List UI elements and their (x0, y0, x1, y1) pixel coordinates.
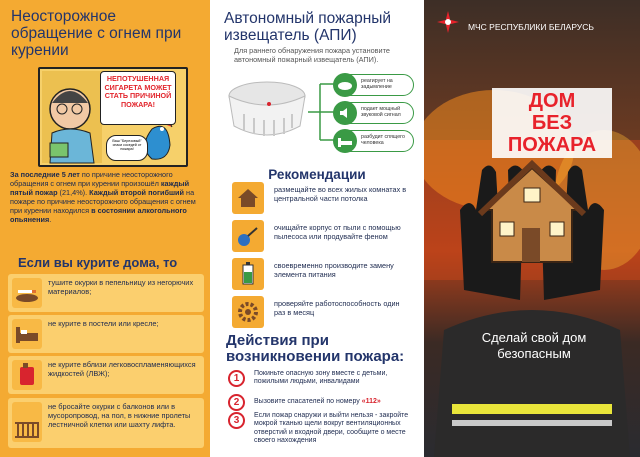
detector-feature-text: реагирует на задымление (361, 78, 393, 90)
step-number: 3 (228, 412, 245, 429)
step-number: 2 (228, 394, 245, 411)
detector-heading: Автономный пожарный извещатель (АПИ) (224, 10, 392, 44)
cover-slogan: Сделай свой дом безопасным (481, 330, 587, 361)
ashtray-icon (12, 278, 42, 308)
step-emphasis: «112» (361, 398, 381, 405)
step-text (254, 398, 420, 406)
stat-part: Каждый второй погибший (89, 188, 185, 197)
smoking-rule-text: не бросайте окурки с балконов или в мусоропровод, на пол, в нижние пролеты лестничной клетки или шахту лифта. (48, 402, 191, 429)
canister-icon (12, 360, 42, 390)
smoking-cartoon (38, 67, 188, 167)
smoking-panel (0, 0, 210, 457)
smoking-statistics (10, 170, 204, 224)
step-text-part: Если пожар снаружи и выйти нельзя - закройте мокрой тканью щели вокруг вентиляционных отверстий и входной двери, сообщите о месте своего нахождения (254, 412, 409, 445)
step-text (254, 412, 420, 446)
cartoon-speech-bubble: НЕПОТУШЕННАЯ СИГАРЕТА МОЖЕТ СТАТЬ ПРИЧИНОЙ ПОЖАРА! (100, 71, 176, 125)
smoking-rule-text: тушите окурки в пепельницу из негорючих материалов; (48, 278, 194, 296)
detector-connector-lines (306, 78, 336, 150)
recommendation-item (232, 258, 412, 290)
gear-icon (232, 296, 264, 328)
detector-feature (334, 102, 414, 124)
cover-title-line: БЕЗ ПОЖАРА (507, 112, 597, 156)
smoking-heading: Неосторожное обращение с огнем при курении (11, 8, 182, 59)
recommendation-text: очищайте корпус от пыли с помощью пылесоса или продувайте феном (274, 223, 401, 241)
detector-feature (334, 130, 414, 152)
detector-feature-text: подает мощный звуковой сигнал (361, 106, 401, 118)
detector-subtitle: Для раннего обнаружения пожара установите автономный пожарный извещатель (АПИ). (234, 46, 390, 64)
mchs-logo-icon (436, 10, 460, 34)
detector-feature (334, 74, 414, 96)
smoking-rule-item (8, 315, 204, 353)
balcony-icon (12, 402, 42, 442)
recommendation-text: размещайте во всех жилых комнатах в центральной части потолка (274, 185, 407, 203)
vacuum-icon (232, 220, 264, 252)
stat-part: (21,4%). (57, 188, 90, 197)
smoking-rule-text: не курите вблизи легковоспламеняющихся жидкостей (ЛВЖ); (48, 360, 196, 378)
cover-title (492, 88, 612, 158)
stat-part: на пожаре по причине неосторожного обращения с огнем при курении находился (10, 188, 196, 215)
smoking-rule-item (8, 356, 204, 394)
recommendations-heading: Рекомендации (268, 167, 366, 182)
stat-part: в состоянии алкогольного опьянения (10, 206, 187, 224)
detector-feature-text: разбудит спящего человека (361, 134, 405, 146)
bed-icon (12, 319, 42, 349)
smoking-rule-item (8, 398, 204, 448)
stat-part: За последние 5 лет (10, 170, 80, 179)
recommendation-item (232, 296, 412, 328)
smoking-rule-text: не курите в постели или кресле; (48, 319, 159, 328)
step-text (254, 370, 420, 387)
battery-icon (232, 258, 264, 290)
recommendation-item (232, 182, 412, 214)
recommendation-text: проверяйте работоспособность один раз в месяц (274, 299, 400, 317)
smoke-detector-image (226, 74, 308, 148)
step-number: 1 (228, 370, 245, 387)
parrot-speech-bubble: Ваш "Березовый" спаси соседей от пожара! (106, 135, 148, 161)
recommendation-text: своевременно производите замену элемента питания (274, 261, 394, 279)
cloud-icon (333, 73, 357, 97)
step-text-part: Покиньте опасную зону вместе с детьми, пожилыми людьми, инвалидами (254, 370, 388, 386)
speaker-icon (333, 101, 357, 125)
cover-title-line: ДОМ (528, 90, 576, 112)
fire-actions-heading: Действия при возникновении пожара: (226, 332, 405, 365)
if-you-smoke-heading: Если вы курите дома, то (18, 255, 178, 270)
bed-icon (333, 129, 357, 153)
organization-name: МЧС РЕСПУБЛИКИ БЕЛАРУСЬ (468, 22, 594, 32)
stat-part: по причине неосторожного обращения с огнем при курении произошёл (10, 170, 173, 188)
cover-panel (424, 0, 640, 457)
cover-illustration (424, 0, 640, 457)
recommendation-item (232, 220, 412, 252)
detector-panel (210, 0, 424, 457)
smoking-rule-item (8, 274, 204, 312)
house-icon (232, 182, 264, 214)
stat-part: . (49, 215, 52, 224)
step-text-part: Вызовите спасателей по номеру (254, 398, 362, 405)
stat-part: каждый пятый пожар (10, 179, 190, 197)
